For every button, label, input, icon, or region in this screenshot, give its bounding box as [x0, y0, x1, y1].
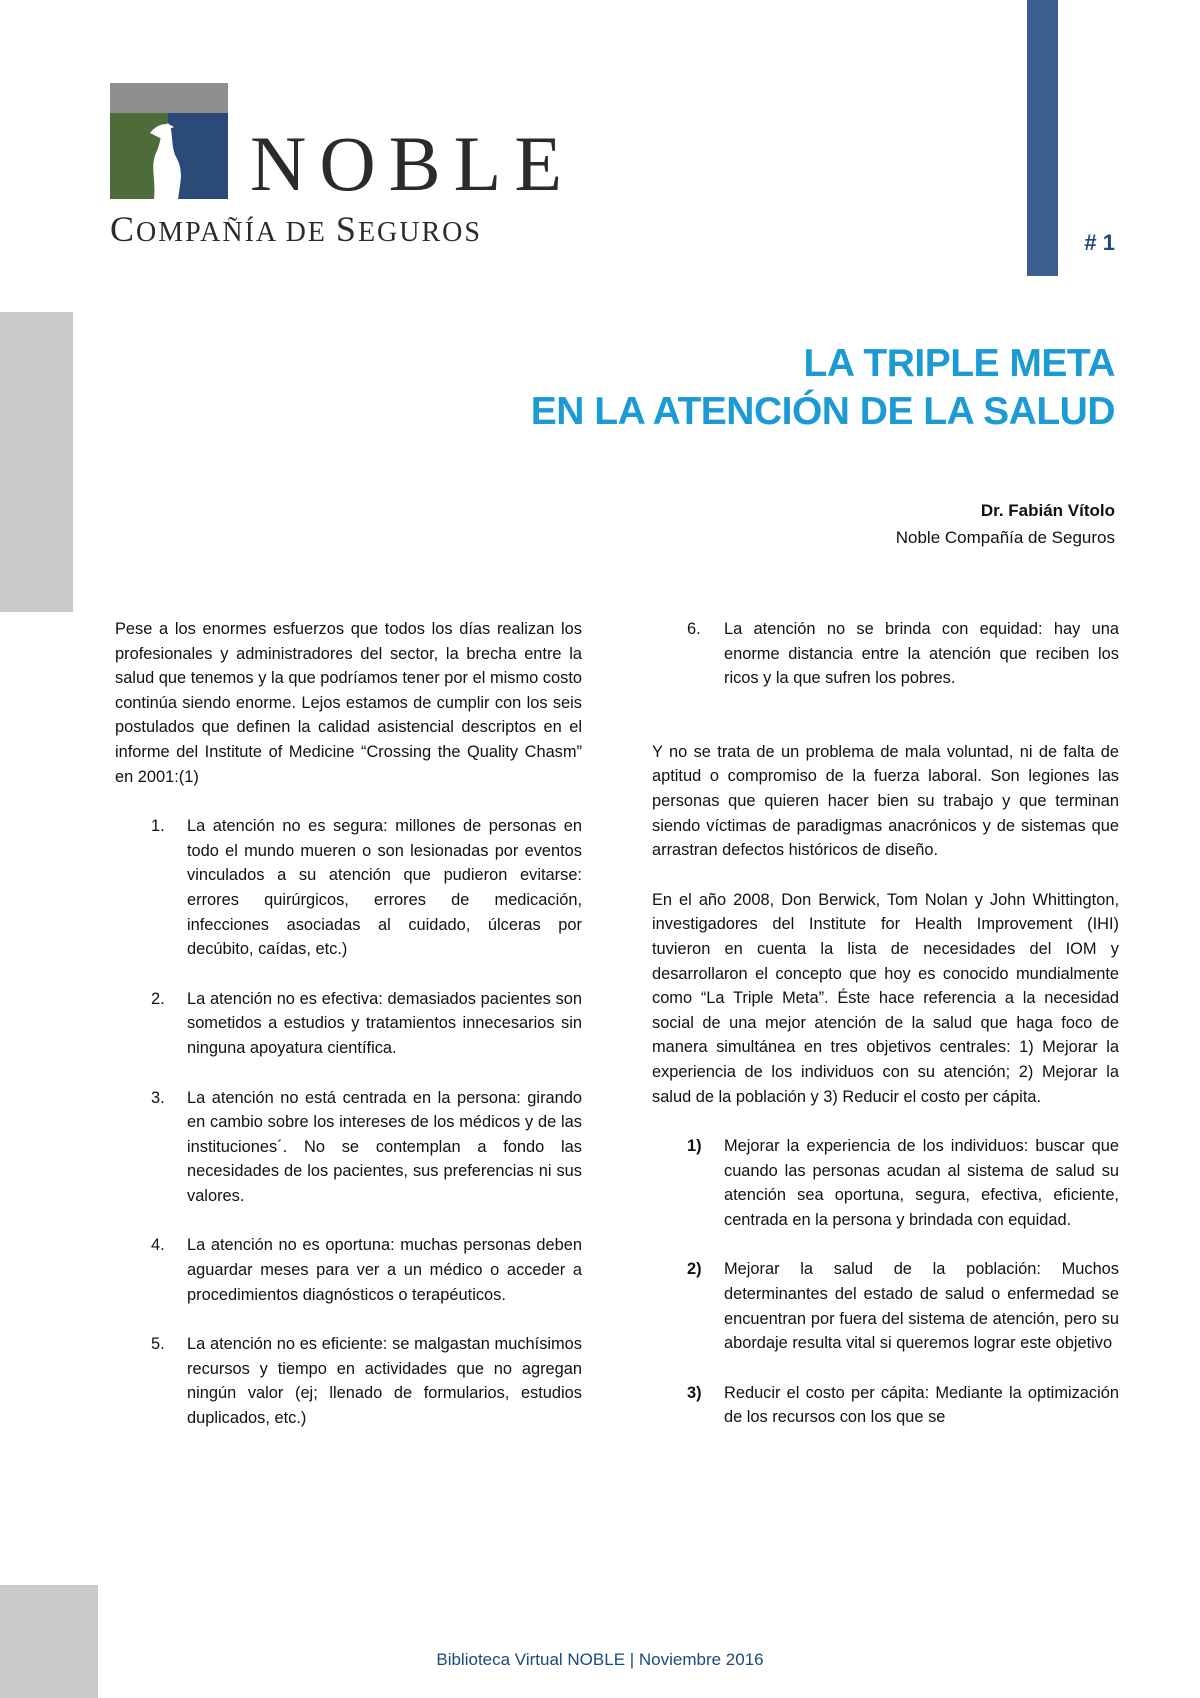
list-item: 3. La atención no está centrada en la persona: girando en cambio sobre los intereses de los médicos y de las instituciones´. No se contemplan a fondo las necesidades de los pacientes, sus preferencias ni sus valores.: [151, 1088, 582, 1205]
eagle-emblem-icon: [110, 83, 250, 208]
triple-meta-paragraph: En el año 2008, Don Berwick, Tom Nolan y John Whittington, investigadores del Institute for Health Improvement (IHI) tuvieron en cuenta la lista de necesidades del IOM y desarrollaron el concepto que hoy es conocido mundialmente como “La Triple Meta”. Éste hace referencia a la necesidad social de una mejor atención de la salud que haga foco de manera simultánea en tres objetivos centrales: 1) Mejorar la experiencia de los individuos con su atención; 2) Mejorar la salud de la población y 3) Reducir el costo per cápita.: [652, 890, 1119, 1106]
issue-number: # 1: [1084, 230, 1115, 255]
list-item: 2) Mejorar la salud de la población: Muchos determinantes del estado de salud o enfermedad se encuentran por fuera del sistema de atención, pero su abordaje resulta vital si queremos lograr este objetivo: [687, 1260, 1119, 1353]
title-line-1: LA TRIPLE META: [803, 342, 1115, 385]
postulates-list-continued: [652, 617, 1119, 691]
voluntad-paragraph: Y no se trata de un problema de mala voluntad, ni de falta de aptitud o compromiso de la fuerza laboral. Son legiones las personas que quieren hacer bien su trabajo y que terminan siendo víctimas de paradigmas anacrónicos y de sistemas que arrastran defectos históricos de diseño.: [652, 742, 1119, 860]
postulates-list: [115, 814, 582, 1430]
left-column: [115, 617, 582, 1431]
goals-list: [652, 1134, 1119, 1430]
list-item: 3) Reducir el costo per cápita: Mediante la optimización de los recursos con los que se: [687, 1383, 1119, 1427]
decorative-bar-top-right: [1027, 0, 1058, 276]
intro-paragraph: Pese a los enormes esfuerzos que todos los días realizan los profesionales y administradores del sector, la brecha entre la salud que tenemos y la que podríamos tener por el mismo costo continúa siendo enorme. Lejos estamos de cumplir con los seis postulados que definen la calidad asistencial descriptos en el informe del Institute of Medicine “Crossing the Quality Chasm” en 2001:(1): [115, 620, 582, 786]
right-column: [652, 617, 1119, 1430]
author-organization: Noble Compañía de Seguros: [895, 528, 1115, 547]
list-item: 4. La atención no es oportuna: muchas personas deben aguardar meses para ver a un médico o acceder a procedimientos diagnósticos o terapéuticos.: [151, 1236, 582, 1304]
author-name: Dr. Fabián Vítolo: [980, 501, 1115, 520]
list-item: 5. La atención no es eficiente: se malgastan muchísimos recursos y tiempo en actividades que no agregan ningún valor (ej; llenado de formularios, estudios duplicados, etc.): [151, 1335, 582, 1428]
page-title: [531, 340, 1115, 436]
page-footer: Biblioteca Virtual NOBLE | Noviembre 2016: [436, 1650, 764, 1669]
company-logo: [110, 83, 590, 253]
decorative-bar-left: [0, 312, 73, 612]
list-item: 1. La atención no es segura: millones de personas en todo el mundo mueren o son lesionadas por eventos vinculados a su atención que pudieron evitarse: errores quirúrgicos, errores de medicación, infecciones asociadas al cuidado, úlceras por decúbito, caídas, etc.): [151, 817, 582, 959]
decorative-bar-left-bottom: [0, 1585, 98, 1698]
list-item: 2. La atención no es efectiva: demasiados pacientes son sometidos a estudios y tratamientos innecesarios sin ninguna apoyatura científica.: [151, 989, 582, 1057]
list-item: 1) Mejorar la experiencia de los individuos: buscar que cuando las personas acudan al sistema de salud su atención sea oportuna, segura, efectiva, eficiente, centrada en la persona y brindada con equidad.: [687, 1137, 1119, 1229]
title-line-2: EN LA ATENCIÓN DE LA SALUD: [530, 390, 1115, 433]
logo-subtitle: COMPAÑÍA DE SEGUROS: [110, 209, 482, 249]
author-block: [896, 497, 1115, 551]
logo-wordmark: NOBLE: [250, 120, 575, 207]
list-item: 6. La atención no se brinda con equidad: hay una enorme distancia entre la atención que reciben los ricos y la que sufren los pobres.: [687, 620, 1119, 688]
